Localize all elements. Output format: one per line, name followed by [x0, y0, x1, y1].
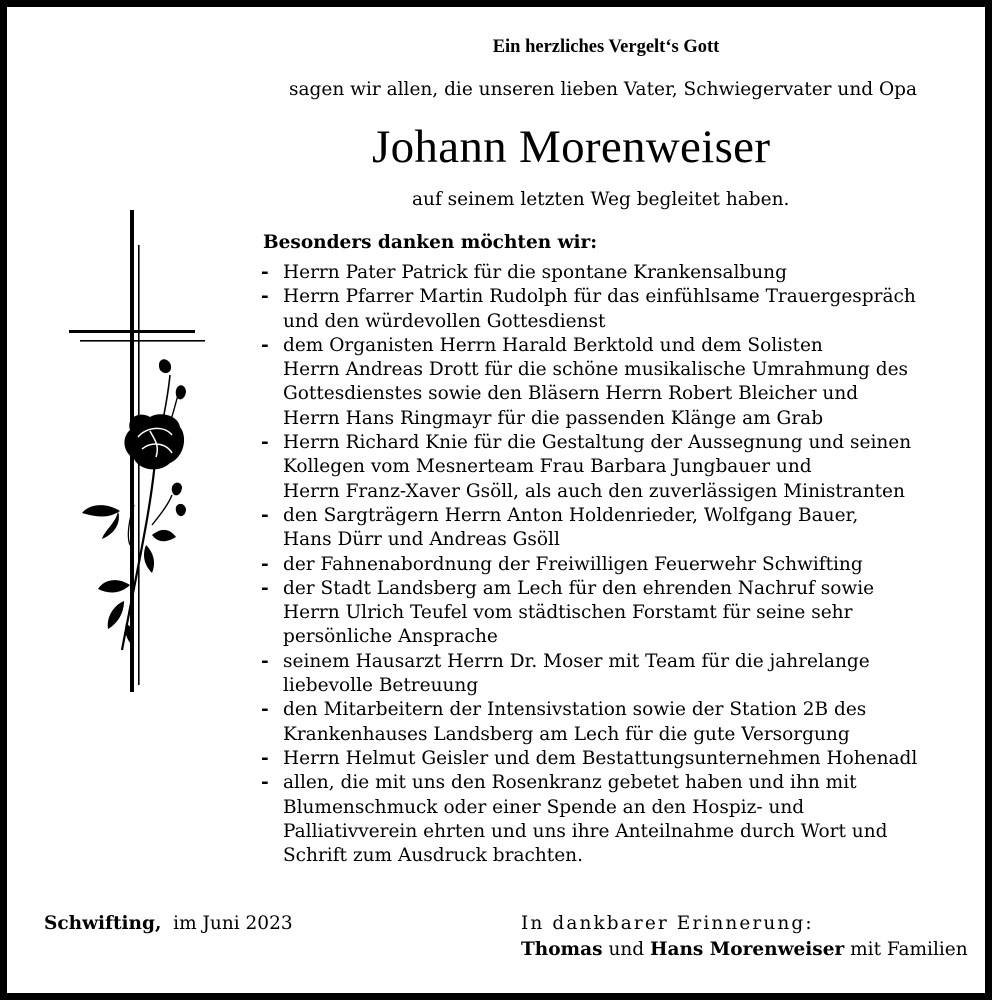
signer-suffix: mit Familien: [850, 939, 968, 960]
thanks-title: Besonders danken möchten wir:: [263, 232, 598, 253]
bullet-dash: -: [261, 650, 269, 672]
thanks-line: Blumenschmuck oder einer Spende an den Hospiz- und: [283, 796, 805, 818]
thanks-line: Krankenhauses Landsberg am Lech für die gute Versorgung: [283, 723, 850, 745]
thanks-line: Kollegen vom Mesnerteam Frau Barbara Jungbauer und: [283, 456, 812, 478]
deceased-name: Johann Morenweiser: [372, 121, 771, 173]
intro-line: sagen wir allen, die unseren lieben Vater, Schwiegervater und Opa: [289, 79, 917, 100]
place: Schwifting,: [44, 913, 162, 934]
thanks-line: Hans Dürr und Andreas Gsöll: [283, 529, 560, 551]
cross-with-rose-icon: [60, 205, 210, 695]
thanks-line: dem Organisten Herrn Harald Berktold und dem Solisten: [283, 334, 823, 356]
memory-line: In dankbarer Erinnerung:: [521, 913, 814, 934]
bullet-dash: -: [261, 577, 269, 599]
thanks-list: [261, 261, 951, 868]
thanks-line: der Stadt Landsberg am Lech für den ehrenden Nachruf sowie: [283, 577, 875, 599]
bullet-dash: -: [261, 262, 269, 283]
thanks-heading: Ein herzliches Vergelt‘s Gott: [492, 37, 720, 57]
thanks-line: Schrift zum Ausdruck brachten.: [283, 845, 583, 867]
thanks-line: Herrn Richard Knie für die Gestaltung der Aussegnung und seinen: [283, 432, 912, 454]
date: im Juni 2023: [173, 913, 293, 934]
thanks-item: [261, 771, 951, 868]
thanks-item: [261, 698, 951, 747]
thanks-line: Herrn Hans Ringmayr für die passenden Klänge am Grab: [283, 407, 824, 429]
signers: [521, 939, 968, 960]
thanks-item: [261, 504, 951, 553]
thanks-item: [261, 553, 951, 577]
thanks-item: [261, 334, 951, 431]
bullet-dash: -: [261, 432, 269, 454]
intro-line-end: auf seinem letzten Weg begleitet haben.: [412, 189, 790, 210]
thanks-line: Herrn Andreas Drott für die schöne musikalische Umrahmung des: [283, 359, 909, 381]
bullet-dash: -: [261, 286, 269, 308]
bullet-dash: -: [261, 553, 269, 575]
thanks-item: [261, 285, 951, 334]
thanks-line: persönliche Ansprache: [283, 626, 498, 648]
thanks-line: und den würdevollen Gottesdienst: [283, 310, 606, 332]
thanks-item: [261, 747, 951, 771]
bullet-dash: -: [261, 699, 269, 721]
thanks-item: [261, 431, 951, 504]
thanks-line: allen, die mit uns den Rosenkranz gebetet haben und ihn mit: [283, 772, 857, 794]
thanks-item: [261, 577, 951, 650]
signer-and: und: [608, 939, 645, 960]
thanks-line: Herrn Pater Patrick für die spontane Krankensalbung: [283, 262, 787, 283]
place-date: [44, 913, 293, 934]
thanks-line: liebevolle Betreuung: [283, 675, 479, 697]
thanks-line: seinem Hausarzt Herrn Dr. Moser mit Team für die jahrelange: [283, 650, 870, 672]
bullet-dash: -: [261, 772, 269, 794]
thanks-item: [261, 261, 951, 285]
bullet-dash: -: [261, 747, 269, 769]
thanks-line: Herrn Pfarrer Martin Rudolph für das einfühlsame Trauergespräch: [283, 286, 916, 308]
signer-second: Hans Morenweiser: [650, 939, 845, 960]
thanks-item: [261, 650, 951, 699]
thanks-line: den Mitarbeitern der Intensivstation sowie der Station 2B des: [283, 699, 867, 721]
thanks-line: Herrn Franz-Xaver Gsöll, als auch den zuverlässigen Ministranten: [283, 480, 905, 502]
signer-first: Thomas: [521, 939, 603, 960]
bullet-dash: -: [261, 334, 269, 356]
thanks-line: den Sargträgern Herrn Anton Holdenrieder, Wolfgang Bauer,: [283, 504, 859, 526]
thanks-line: der Fahnenabordnung der Freiwilligen Feuerwehr Schwifting: [283, 553, 863, 575]
thanks-line: Gottesdienstes sowie den Bläsern Herrn Robert Bleicher und: [283, 383, 859, 405]
thanks-line: Herrn Ulrich Teufel vom städtischen Forstamt für seine sehr: [283, 602, 853, 624]
thanks-line: Palliativverein ehrten und uns ihre Anteilnahme durch Wort und: [283, 820, 888, 842]
bullet-dash: -: [261, 504, 269, 526]
thanks-line: Herrn Helmut Geisler und dem Bestattungsunternehmen Hohenadl: [283, 747, 918, 769]
